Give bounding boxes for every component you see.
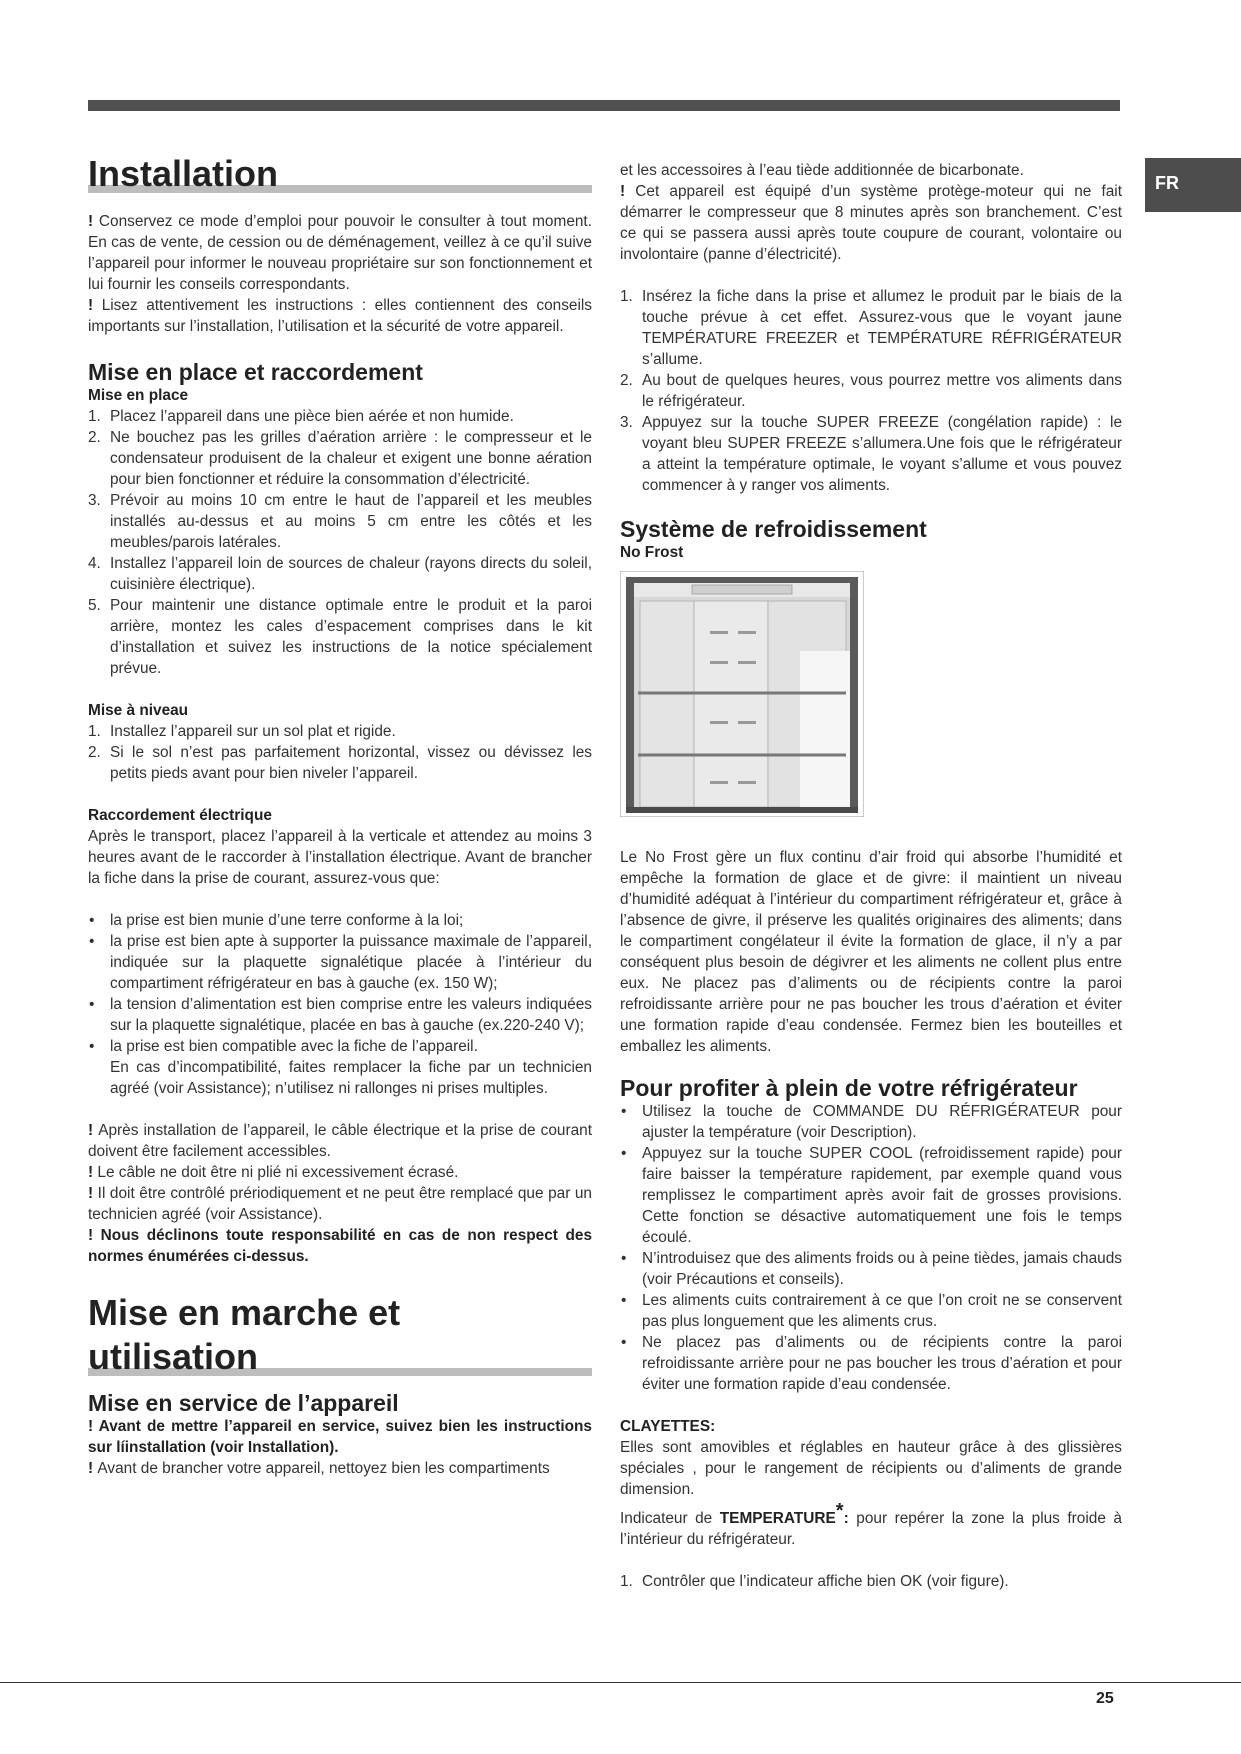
list-item: 2. Si le sol n’est pas parfaitement horizontal, vissez ou dévissez les petits pieds avant pour bien niveler l’appareil. xyxy=(88,744,592,782)
list-item: • la prise est bien munie d’une terre conforme à la loi; xyxy=(89,912,464,929)
list-item: • la tension d’alimentation est bien comprise entre les valeurs indiquées sur la plaquette signalétique, placée en bas à gauche (ex.220-240 V); xyxy=(89,996,592,1034)
startup-title: Mise en marche et utilisation xyxy=(88,1292,401,1377)
page-number: 25 xyxy=(1096,1690,1114,1707)
enjoy-title: Pour profiter à plein de votre réfrigérateur xyxy=(620,1075,1078,1101)
enjoy-list xyxy=(620,1101,1122,1395)
startup-subtitle: Mise en service de l’appareil xyxy=(88,1390,399,1416)
cooling-subtitle: No Frost xyxy=(620,544,684,561)
nofrost-description: Le No Frost gère un flux continu d’air froid qui absorbe l’humidité et empêche la formation de glace et de givre: il maintient un niveau d’humidité adéquat à l’intérieur du compartiment réfrigérateur et, grâce à l’absence de givre, il préserve les qualités originaires des aliments; dans le compartiment congélateur il évite la formation de glace, il n’y a par conséquent plus besoin de dégivrer et les aliments ne collent plus entre eux. Ne placez pas d’aliments ou de récipients contre la paroi refroidissante arrière pour ne pas boucher les trous d’aération et éviter une formation rapide d’eau condensée. Fermez bien les bouteilles et emballez les aliments. xyxy=(620,849,1122,1055)
electrical-title: Raccordement électrique xyxy=(88,807,272,824)
list-item: 3. Prévoir au moins 10 cm entre le haut de l’appareil et les meubles installés au-dessus et au moins 5 cm entre les côtés et les meubles/parois latérales. xyxy=(88,492,592,551)
placement-list xyxy=(88,406,592,679)
installation-para-1: ! Conservez ce mode d’emploi pour pouvoir le consulter à tout moment. En cas de vente, de cession ou de déménagement, veillez à ce qu’il suive l’appareil pour informer le nouveau propriétaire sur son fonctionnement et lui fournir les conseils correspondants. xyxy=(88,213,592,293)
installation-title: Installation xyxy=(88,153,279,194)
warning-cable-check: ! Il doit être contrôlé prériodiquement et ne peut être remplacé que par un technicien agréé (voir Assistance). xyxy=(88,1185,592,1223)
list-item: 1. Placez l’appareil dans une pièce bien aérée et non humide. xyxy=(88,408,514,425)
warning-cable-bend: ! Le câble ne doit être ni plié ni excessivement écrasé. xyxy=(88,1164,459,1181)
fridge-interior-illustration xyxy=(620,571,864,817)
list-item: 1. Insérez la fiche dans la prise et allumez le produit par le biais de la touche prévue à cet effet. Assurez-vous que le voyant jaune TEMPÉRATURE FREEZER et TEMPÉRATURE RÉFRIGÉRATEUR s’allume. xyxy=(620,288,1122,368)
cooling-title: Système de refroidissement xyxy=(620,516,927,542)
installation-para-2: ! Lisez attentivement les instructions : elles contiennent des conseils importants sur l’installation, l’utilisation et la sécurité de votre appareil. xyxy=(88,297,593,335)
list-item: • la prise est bien apte à supporter la puissance maximale de l’appareil, indiquée sur la plaquette signalétique placée à l’intérieur du compartiment réfrigérateur en bas à gauche (ex. 150 W); xyxy=(89,933,592,992)
leveling-list xyxy=(88,721,592,784)
warning-cable-access: ! Après installation de l’appareil, le câble électrique et la prise de courant doivent être facilement accessibles. xyxy=(88,1122,593,1160)
shelves-text: Elles sont amovibles et réglables en hauteur grâce à des glissières spéciales , pour le rangement de récipients ou d’aliments de grande dimension. xyxy=(620,1439,1122,1498)
list-item: 1. Installez l’appareil sur un sol plat et rigide. xyxy=(88,723,396,740)
list-item: • N’introduisez que des aliments froids ou à peine tièdes, jamais chauds (voir Précautions et conseils). xyxy=(621,1250,1122,1288)
list-item: • Appuyez sur la touche SUPER COOL (refroidissement rapide) pour faire baisser la température rapidement, par exemple quand vous remplissez le compartiment après avoir fait de grosses provisions. Cette fonction se désactive automatiquement une fois le temps écoulé. xyxy=(621,1145,1122,1246)
temperature-indicator-text: Indicateur de TEMPERATURE*: pour repérer la zone la plus froide à l’intérieur du réfrigérateur. xyxy=(620,1499,1122,1548)
list-item: • Les aliments cuits contrairement à ce que l’on croit ne se conservent pas plus longuement que les aliments crus. xyxy=(621,1292,1122,1330)
list-item: • Utilisez la touche de COMMANDE DU RÉFRIGÉRATEUR pour ajuster la température (voir Description). xyxy=(621,1103,1122,1141)
fridge-figure xyxy=(620,571,864,817)
shelves-title: CLAYETTES: xyxy=(620,1418,716,1435)
list-item: • Ne placez pas d’aliments ou de récipients contre la paroi refroidissante arrière pour ne pas boucher les trous d’aération et pour éviter une formation rapide d’eau condensée. xyxy=(621,1334,1122,1393)
startup-warning: ! Avant de mettre l’appareil en service, suivez bien les instructions sur líinstallation (voir Installation). xyxy=(88,1418,592,1456)
list-item: 2. Ne bouchez pas les grilles d’aération arrière : le compresseur et le condensateur produisent de la chaleur et exigent une bonne aération pour bien fonctionner et réduire la consommation d’électricité. xyxy=(88,429,592,488)
language-tab: FR xyxy=(1145,158,1241,212)
left-column xyxy=(88,150,592,1479)
right-column xyxy=(620,160,1122,1592)
warning-liability: ! Nous déclinons toute responsabilité en cas de non respect des normes énumérées ci-dessus. xyxy=(88,1227,592,1265)
list-item: 4. Installez l’appareil loin de sources de chaleur (rayons directs du soleil, cuisinière électrique). xyxy=(88,555,592,593)
list-item: 3. Appuyez sur la touche SUPER FREEZE (congélation rapide) : le voyant bleu SUPER FREEZE s’allumera.Une fois que le réfrigérateur a atteint la température optimale, le voyant s’allume et vous pouvez commencer à y ranger vos aliments. xyxy=(620,414,1122,494)
startup-steps xyxy=(620,286,1122,496)
startup-clean-note: ! Avant de brancher votre appareil, nettoyez bien les compartiments xyxy=(88,1460,550,1477)
placement-title: Mise en place et raccordement xyxy=(88,359,423,385)
indicator-steps xyxy=(620,1571,1122,1592)
bottom-rule xyxy=(0,1682,1241,1683)
electrical-checklist xyxy=(88,910,592,1099)
placement-subtitle: Mise en place xyxy=(88,387,189,404)
list-item: 5. Pour maintenir une distance optimale entre le produit et la paroi arrière, montez les cales d’espacement comprises dans le kit d’installation et suivez les instructions de la notice spécialement prévue. xyxy=(88,597,592,677)
compressor-note: ! Cet appareil est équipé d’un système protège-moteur qui ne fait démarrer le compresseur que 8 minutes après son branchement. C’est ce qui se passera aussi après toute coupure de courant, volontaire ou involontaire (panne d’électricité). xyxy=(620,183,1122,263)
list-item: 2. Au bout de quelques heures, vous pourrez mettre vos aliments dans le réfrigérateur. xyxy=(620,372,1122,410)
electrical-intro: Après le transport, placez l’appareil à la verticale et attendez au moins 3 heures avant de le raccorder à l’installation électrique. Avant de brancher la fiche dans la prise de courant, assurez-vous que: xyxy=(88,828,592,887)
leveling-title: Mise à niveau xyxy=(88,702,189,719)
top-rule xyxy=(88,100,1120,111)
continued-text: et les accessoires à l’eau tiède additionnée de bicarbonate. xyxy=(620,162,1024,179)
list-item: • la prise est bien compatible avec la fiche de l’appareil. En cas d’incompatibilité, faites remplacer la fiche par un technicien agréé (voir Assistance); n’utilisez ni rallonges ni prises multiples. xyxy=(89,1038,592,1097)
list-item: 1. Contrôler que l’indicateur affiche bien OK (voir figure). xyxy=(620,1573,1009,1590)
